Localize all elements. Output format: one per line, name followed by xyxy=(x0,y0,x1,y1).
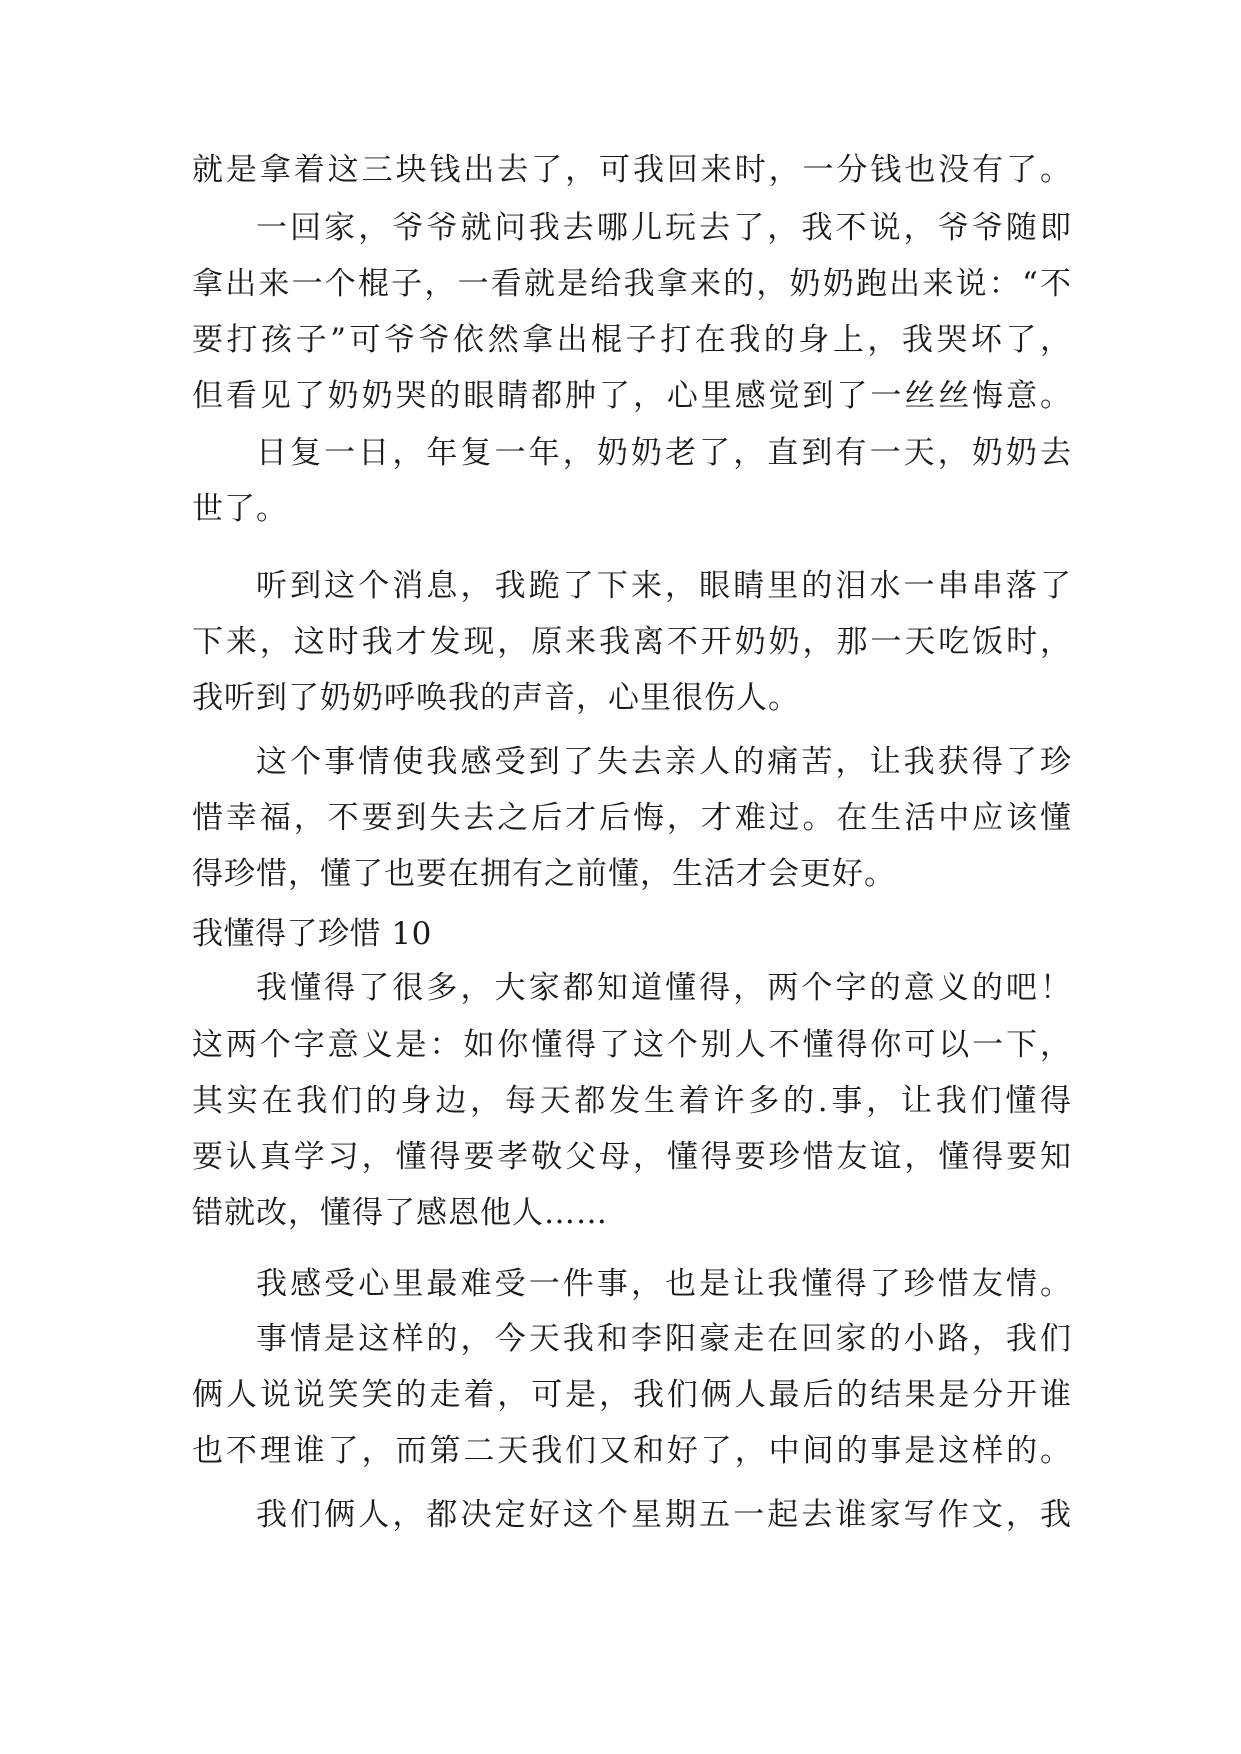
text-line: 但看见了奶奶哭的眼睛都肿了，心里感觉到了一丝丝悔意。 xyxy=(192,378,1072,414)
text-line: 俩人说说笑笑的走着，可是，我们俩人最后的结果是分开谁 xyxy=(192,1377,1072,1413)
text-line: 一回家，爷爷就问我去哪儿玩去了，我不说，爷爷随即 xyxy=(256,210,1072,246)
text-line: 惜幸福，不要到失去之后才后悔，才难过。在生活中应该懂 xyxy=(192,800,1072,836)
text-line: 事情是这样的，今天我和李阳豪走在回家的小路，我们 xyxy=(256,1321,1072,1357)
text-line: 这个事情使我感受到了失去亲人的痛苦，让我获得了珍 xyxy=(256,744,1072,780)
text-line: 就是拿着这三块钱出去了，可我回来时，一分钱也没有了。 xyxy=(192,152,1072,188)
text-line: 我感受心里最难受一件事，也是让我懂得了珍惜友情。 xyxy=(256,1266,1072,1302)
text-line: 日复一日，年复一年，奶奶老了，直到有一天，奶奶去 xyxy=(256,435,1072,471)
text-line: 听到这个消息，我跪了下来，眼睛里的泪水一串串落了 xyxy=(256,568,1072,604)
text-line: 其实在我们的身边，每天都发生着许多的.事，让我们懂得 xyxy=(192,1083,1072,1119)
text-line: 我们俩人，都决定好这个星期五一起去谁家写作文，我 xyxy=(256,1497,1072,1533)
text-line: 得珍惜，懂了也要在拥有之前懂，生活才会更好。 xyxy=(192,856,896,892)
text-line: 我懂得了很多，大家都知道懂得，两个字的意义的吧！ xyxy=(256,970,1072,1006)
text-line: 下来，这时我才发现，原来我离不开奶奶，那一天吃饭时， xyxy=(192,624,1072,660)
text-line: 世了。 xyxy=(192,491,288,527)
text-line: 要打孩子”可爷爷依然拿出棍子打在我的身上，我哭坏了， xyxy=(192,322,1072,358)
text-line: 我听到了奶奶呼唤我的声音，心里很伤人。 xyxy=(192,680,800,716)
text-line: 也不理谁了，而第二天我们又和好了，中间的事是这样的。 xyxy=(192,1433,1072,1469)
text-line: 拿出来一个棍子，一看就是给我拿来的，奶奶跑出来说：“不 xyxy=(192,266,1072,302)
section-heading: 我懂得了珍惜 10 xyxy=(192,916,432,952)
text-line: 错就改，懂得了感恩他人…… xyxy=(192,1195,608,1231)
text-line: 这两个字意义是：如你懂得了这个别人不懂得你可以一下， xyxy=(192,1027,1072,1063)
text-line: 要认真学习，懂得要孝敬父母，懂得要珍惜友谊，懂得要知 xyxy=(192,1139,1072,1175)
